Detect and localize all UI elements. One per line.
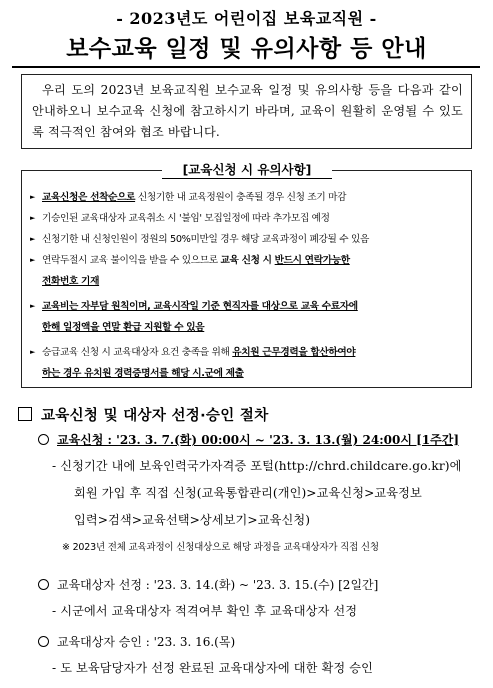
small-triangle-icon: ►	[30, 302, 36, 310]
circle-bullet-icon	[38, 579, 49, 590]
step-description: 회원 가입 후 직접 신청(교육통합관리(개인)>교육신청>교육정보	[74, 486, 422, 500]
circle-bullet-icon	[38, 636, 49, 647]
notice-list	[22, 171, 471, 384]
small-triangle-icon: ►	[30, 256, 36, 264]
step-note: ※ 2023년 전체 교육과정이 신청대상으로 해당 과정을 교육대상자가 직접 신청	[62, 542, 379, 553]
notice-box	[21, 162, 472, 388]
small-triangle-icon: ►	[30, 235, 36, 243]
notice-item: ► 기승인된 교육대상자 교육취소 시 '불임' 모집일정에 따라 추가모집 예정	[28, 208, 463, 229]
document-title: 보수교육 일정 및 유의사항 등 안내	[66, 36, 427, 62]
notice-item: ► 승급교육 신청 시 교육대상자 요건 충족을 위해 유치원 근무경력을 합산하여야 하는 경우 유치원 경력증명서를 해당 시.군에 제출	[28, 342, 463, 384]
step-description: 입력>검색>교육선택>상세보기>교육신청)	[74, 513, 311, 527]
intro-text: 우리 도의 2023년 보육교직원 보수교육 일정 및 유의사항 등을 다음과 같이 안내하오니 보수교육 신청에 참고하시기 바라며, 교육이 원활히 운영될 수 있도록 적극적인 참여와 협조 바랍니다.	[32, 83, 463, 139]
step-description: - 도 보육담당자가 선정 완료된 교육대상자에 대한 확정 승인	[52, 661, 373, 675]
small-triangle-icon: ►	[30, 193, 36, 201]
notice-item: ► 연락두절시 교육 불이익을 받을 수 있으므로 교육 신청 시 반드시 연락가능한 전화번호 기재	[28, 250, 463, 292]
small-triangle-icon: ►	[30, 214, 36, 222]
notice-item: ► 신청기한 내 신청인원이 정원의 50%미만일 경우 해당 교육과정이 폐강될 수 있음	[28, 229, 463, 250]
document-supertitle: - 2023년도 어린이집 보육교직원 -	[116, 9, 377, 28]
step-selection: 교육대상자 선정 : '23. 3. 14.(화) ~ '23. 3. 15.(수) [2일간]	[38, 576, 378, 593]
section-heading: 교육신청 및 대상자 선정·승인 절차	[18, 404, 269, 425]
title-divider	[12, 66, 480, 68]
step-application: 교육신청 : '23. 3. 7.(화) 00:00시 ~ '23. 3. 13.(월) 24:00시 [1주간]	[38, 431, 459, 448]
notice-heading: [교육신청 시 유의사항]	[162, 160, 332, 180]
step-description: - 신청기간 내에 보육인력국가자격증 포털(http://chrd.childcare.go.kr)에	[52, 459, 462, 473]
step-approval: 교육대상자 승인 : '23. 3. 16.(목)	[38, 633, 235, 650]
square-bullet-icon	[18, 407, 32, 421]
notice-item: ► 교육신청은 선착순으로 신청기한 내 교육정원이 충족될 경우 신청 조기 마감	[28, 187, 463, 208]
circle-bullet-icon	[38, 434, 49, 445]
small-triangle-icon: ►	[30, 348, 36, 356]
intro-box	[21, 74, 472, 149]
notice-item: ► 교육비는 자부담 원칙이며, 교육시작일 기준 현직자를 대상으로 교육 수료자에 한해 일정액을 연말 환급 지원할 수 있음	[28, 296, 463, 338]
step-description: - 시군에서 교육대상자 적격여부 확인 후 교육대상자 선정	[52, 604, 358, 618]
